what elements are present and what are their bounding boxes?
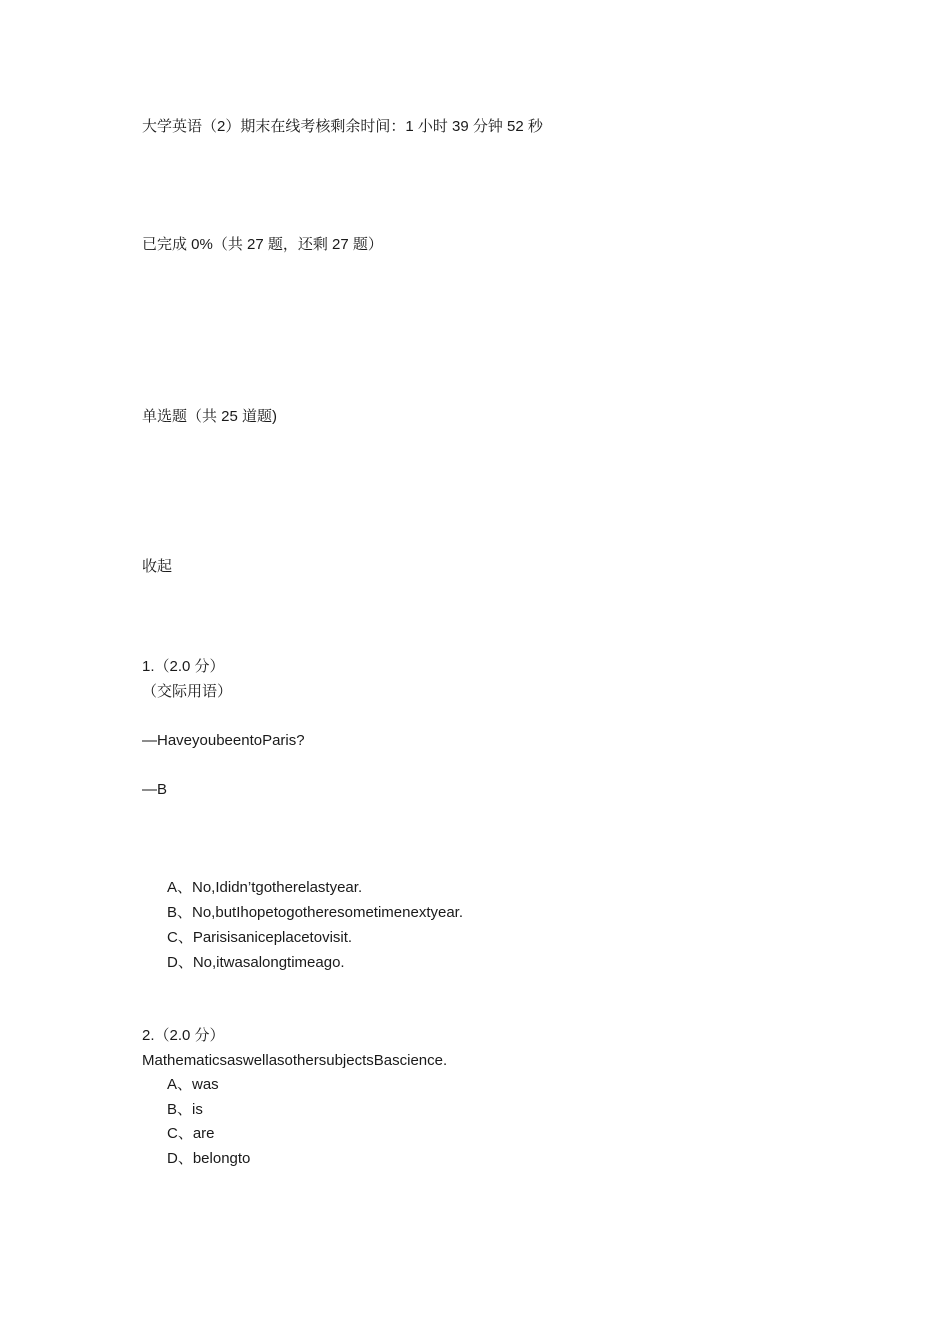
option-c[interactable]: C、are (167, 1125, 215, 1142)
option-c[interactable]: C、Parisisaniceplacetovisit. (167, 929, 353, 946)
progress-status: 已完成 0%（共 27 题，还剩 27 题） (142, 236, 383, 253)
section-title: 单选题（共 25 道题) (142, 408, 278, 425)
option-a[interactable]: A、No,Ididn’tgotherelastyear. (167, 879, 363, 896)
option-b[interactable]: B、No,butIhopetogotheresometimenextyear. (167, 904, 464, 921)
question-header: 1.（2.0 分） (142, 658, 225, 675)
option-a[interactable]: A、was (167, 1076, 219, 1093)
option-d[interactable]: D、belongto (167, 1150, 251, 1167)
collapse-link[interactable]: 收起 (142, 558, 173, 575)
question-header: 2.（2.0 分） (142, 1027, 225, 1044)
question-answer-line: —B (142, 781, 168, 798)
question-category: （交际用语） (142, 683, 233, 700)
option-b[interactable]: B、is (167, 1101, 203, 1118)
question-prompt: —HaveyoubeentoParis? (142, 732, 305, 749)
exam-title: 大学英语（2）期末在线考核剩余时间：1 小时 39 分钟 52 秒 (142, 118, 543, 135)
question-prompt: MathematicsaswellasothersubjectsBascience. (142, 1052, 448, 1069)
option-d[interactable]: D、No,itwasalongtimeago. (167, 954, 345, 971)
